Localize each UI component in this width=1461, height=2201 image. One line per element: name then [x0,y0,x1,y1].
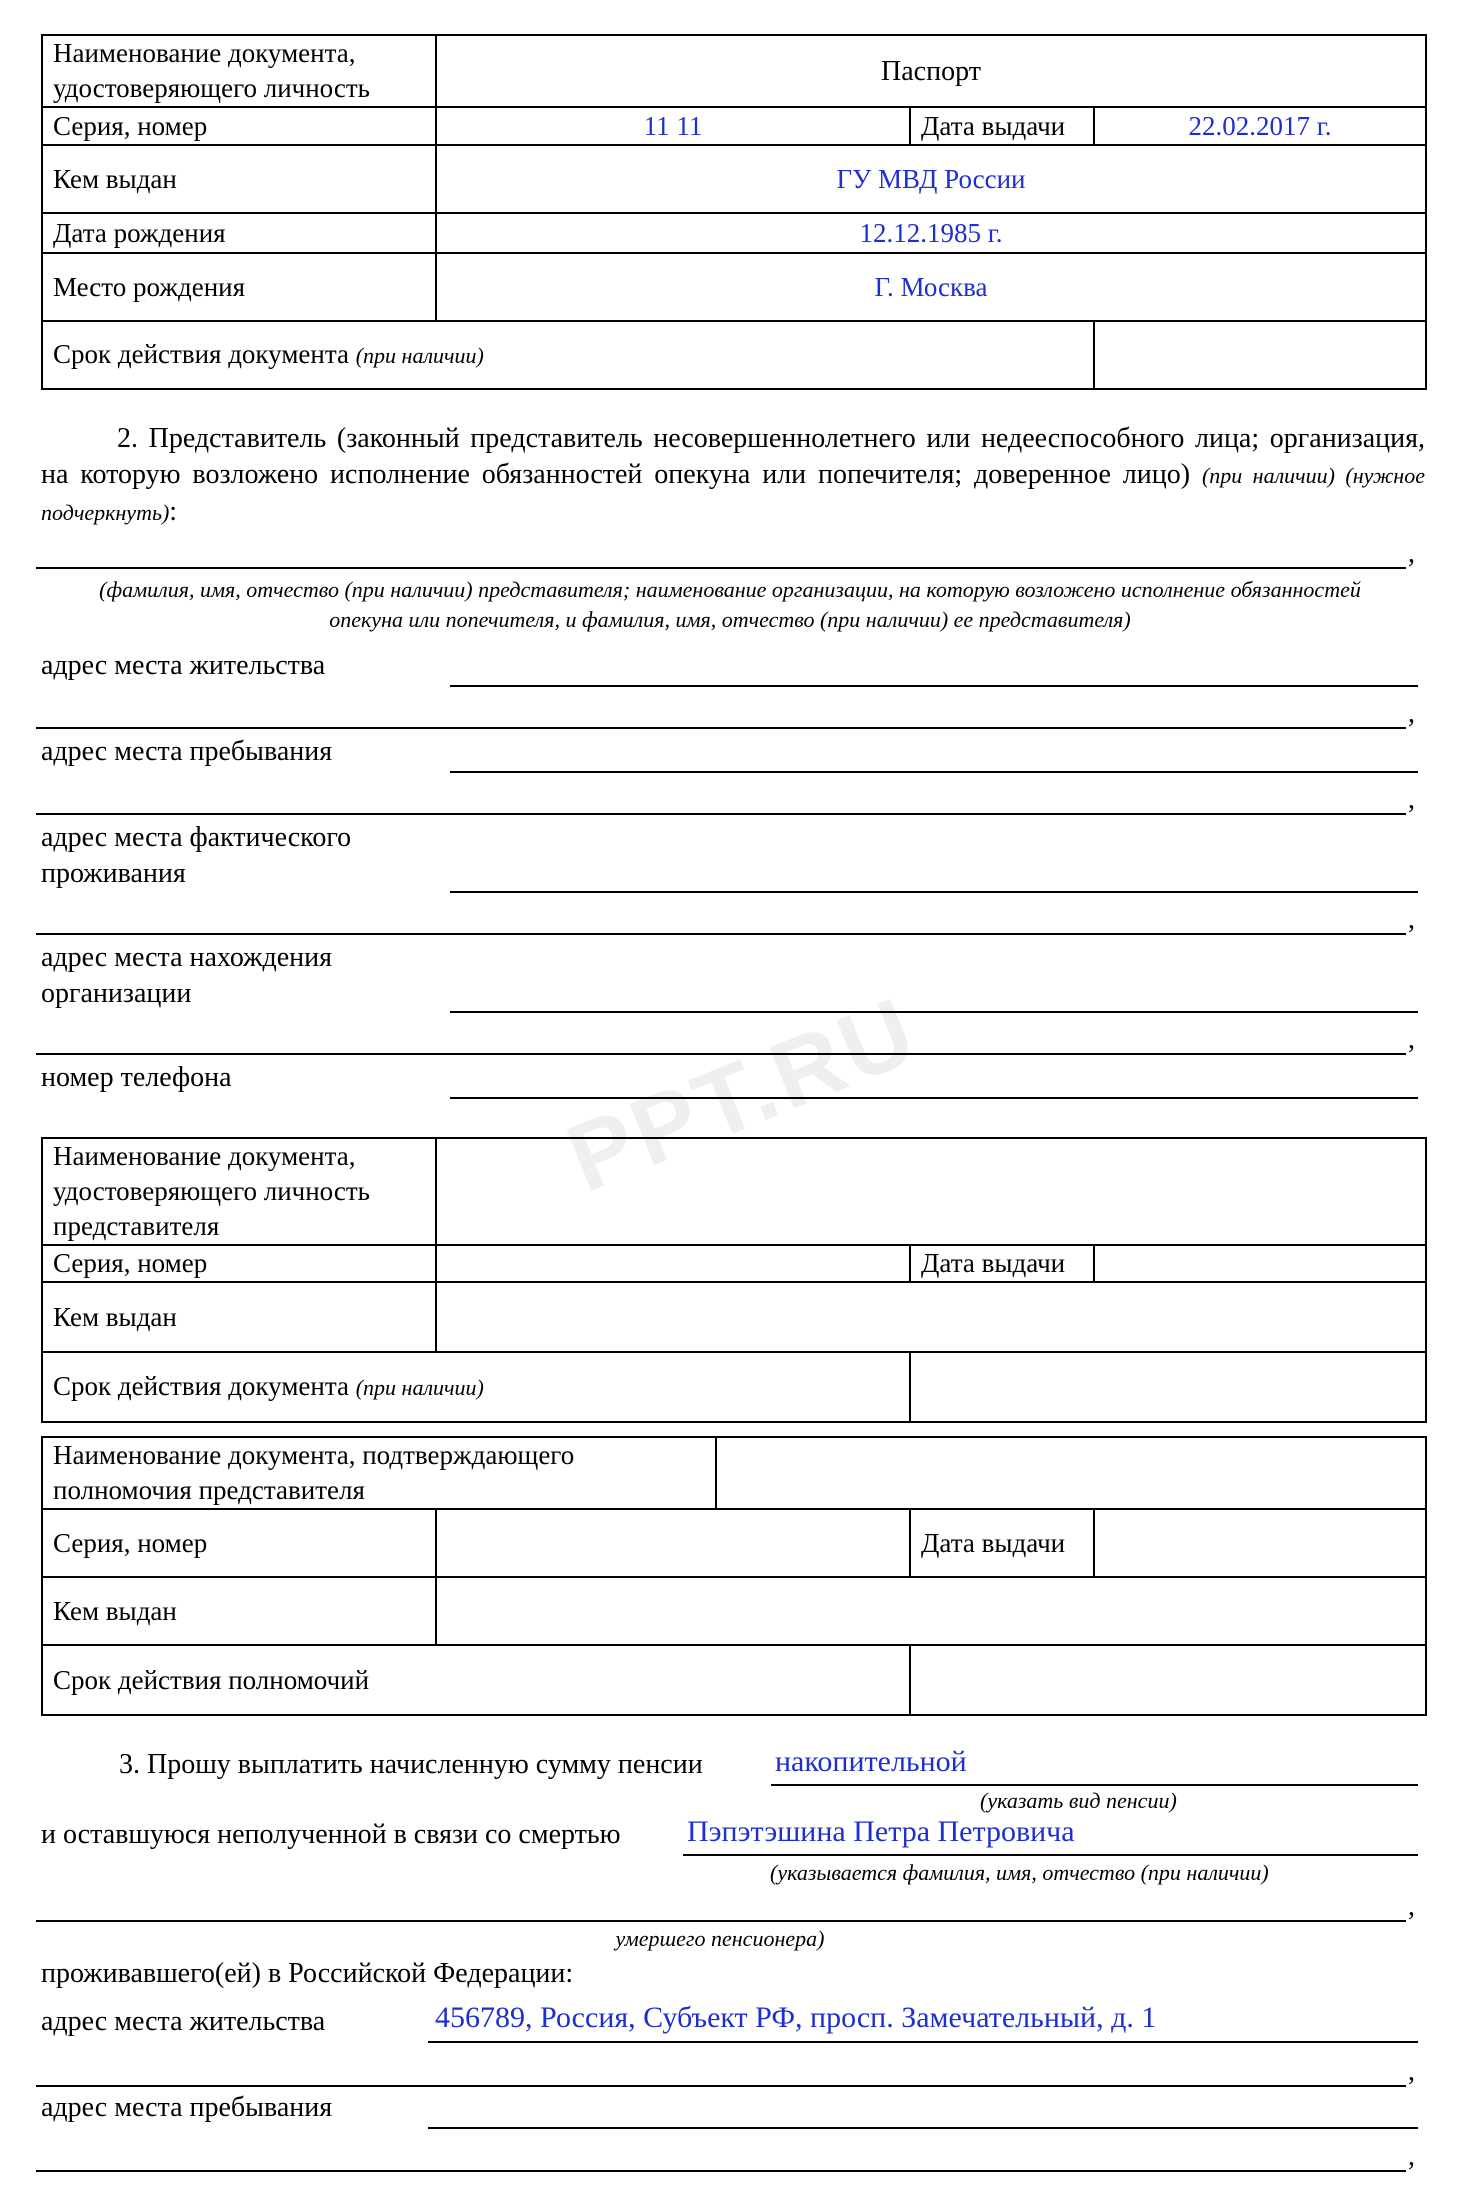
doc-name-label: Наименование документа, удостоверяющего личность [42,35,436,107]
issue-date-label: Дата выдачи [910,107,1094,145]
rep-address-actual-label-2: проживания [41,858,186,889]
rep-address-stay-line-2[interactable] [36,813,1406,815]
authority-issued-by-label: Кем выдан [42,1577,436,1645]
lived-text: проживавшего(ей) в Российской Федерации: [41,1958,574,1989]
comma: , [1408,784,1415,815]
issued-by-value[interactable]: ГУ МВД России [436,145,1426,213]
validity-label [42,321,1094,389]
rep-series-number-label: Серия, номер [42,1245,436,1282]
birth-place-value[interactable]: Г. Москва [436,253,1426,321]
deceased-address-residence-line[interactable] [428,2041,1418,2043]
rep-issued-by-value[interactable] [436,1282,1426,1352]
validity-note: (при наличии) [355,343,484,368]
pension-type-line[interactable] [771,1784,1418,1786]
comma: , [1408,1891,1415,1922]
rep-validity-label-text: Срок действия документа [53,1371,349,1401]
deceased-name-value[interactable]: Пэпэтэшина Петра Петровича [687,1815,1075,1848]
birth-date-value[interactable]: 12.12.1985 г. [436,213,1426,253]
deceased-address-stay-label: адрес места пребывания [41,2092,333,2123]
rep-address-stay-label: адрес места пребывания [41,736,333,767]
doc-name-value[interactable]: Паспорт [436,35,1426,107]
issued-by-label: Кем выдан [42,145,436,213]
rep-doc-name-label: Наименование документа, удостоверяющего личность представителя [42,1138,436,1245]
deceased-address-residence-line-2[interactable] [36,2085,1406,2087]
comma: , [1408,2141,1415,2172]
comma: , [1408,2056,1415,2087]
rep-validity-value[interactable] [910,1352,1426,1422]
deceased-name-line-2[interactable] [36,1920,1406,1922]
representative-heading-note: (при наличии) (нужное подчеркнуть) [41,463,1425,525]
representative-name-note: (фамилия, имя, отчество (при наличии) представителя; наименование организации, на которую возложено исполнение обязанностей опекуна или попечителя, и фамилия, имя, отчество (при наличии) ее представителя) [99,577,1361,632]
rep-address-actual-line[interactable] [450,891,1418,893]
comma: , [1408,538,1415,569]
representative-id-table [41,1137,1427,1423]
representative-name-line[interactable] [36,567,1406,569]
authority-issue-date-value[interactable] [1094,1509,1426,1577]
rep-doc-name-value[interactable] [436,1138,1426,1245]
birth-place-label: Место рождения [42,253,436,321]
authority-doc-name-label: Наименование документа, подтверждающего полномочия представителя [42,1437,716,1509]
deceased-address-residence-value[interactable]: 456789, Россия, Субъект РФ, просп. Замечательный, д. 1 [435,2001,1157,2034]
authority-issue-date-label: Дата выдачи [910,1509,1094,1577]
rep-address-org-label-1: адрес места нахождения [41,942,333,973]
pension-type-note: (указать вид пенсии) [980,1788,1177,1813]
deceased-name-note-1: (указывается фамилия, имя, отчество (при наличии) [770,1860,1269,1885]
representative-heading-text: 2. Представитель (законный представитель несовершеннолетнего или недееспособного лица; организация, на которую возложено исполнение обязанностей опекуна или попечителя; доверенное лицо) [41,423,1425,490]
rep-phone-label: номер телефона [41,1062,232,1093]
birth-date-label: Дата рождения [42,213,436,253]
deceased-address-residence-label: адрес места жительства [41,2006,326,2037]
series-number-label: Серия, номер [42,107,436,145]
death-text: и оставшуюся неполученной в связи со смертью [41,1819,621,1850]
pension-type-value[interactable]: накопительной [775,1745,967,1778]
rep-issue-date-value[interactable] [1094,1245,1426,1282]
deceased-address-stay-line[interactable] [428,2127,1418,2129]
series-number-value[interactable]: 11 11 [436,107,910,145]
rep-validity-label [42,1352,910,1422]
rep-address-residence-line[interactable] [450,685,1418,687]
validity-value[interactable] [1094,321,1426,389]
rep-address-org-line[interactable] [450,1011,1418,1013]
authority-validity-value[interactable] [910,1645,1426,1715]
validity-label-text: Срок действия документа [53,339,349,369]
deceased-name-line[interactable] [683,1854,1418,1856]
comma: , [1408,698,1415,729]
authority-doc-name-value[interactable] [716,1437,1426,1509]
authority-series-number-value[interactable] [436,1509,910,1577]
rep-series-number-value[interactable] [436,1245,910,1282]
deceased-address-stay-line-2[interactable] [36,2170,1406,2172]
rep-issued-by-label: Кем выдан [42,1282,436,1352]
watermark: PPT.RU [553,976,932,1213]
authority-series-number-label: Серия, номер [42,1509,436,1577]
comma: , [1408,1024,1415,1055]
rep-address-stay-line[interactable] [450,771,1418,773]
representative-heading-colon: : [169,496,178,527]
rep-issue-date-label: Дата выдачи [910,1245,1094,1282]
pension-request-text: 3. Прошу выплатить начисленную сумму пенсии [119,1749,703,1780]
representative-heading [41,421,1425,531]
rep-address-residence-label: адрес места жительства [41,650,326,681]
rep-address-org-label-2: организации [41,978,192,1009]
authority-document-table [41,1436,1427,1716]
rep-address-actual-label-1: адрес места фактического [41,822,352,853]
authority-issued-by-value[interactable] [436,1577,1426,1645]
comma: , [1408,904,1415,935]
issue-date-value[interactable]: 22.02.2017 г. [1094,107,1426,145]
authority-validity-label: Срок действия полномочий [42,1645,910,1715]
rep-address-actual-line-2[interactable] [36,933,1406,935]
deceased-name-note-2: умершего пенсионера) [615,1926,825,1951]
rep-validity-note: (при наличии) [355,1375,484,1400]
applicant-document-table [41,34,1427,390]
rep-address-residence-line-2[interactable] [36,727,1406,729]
